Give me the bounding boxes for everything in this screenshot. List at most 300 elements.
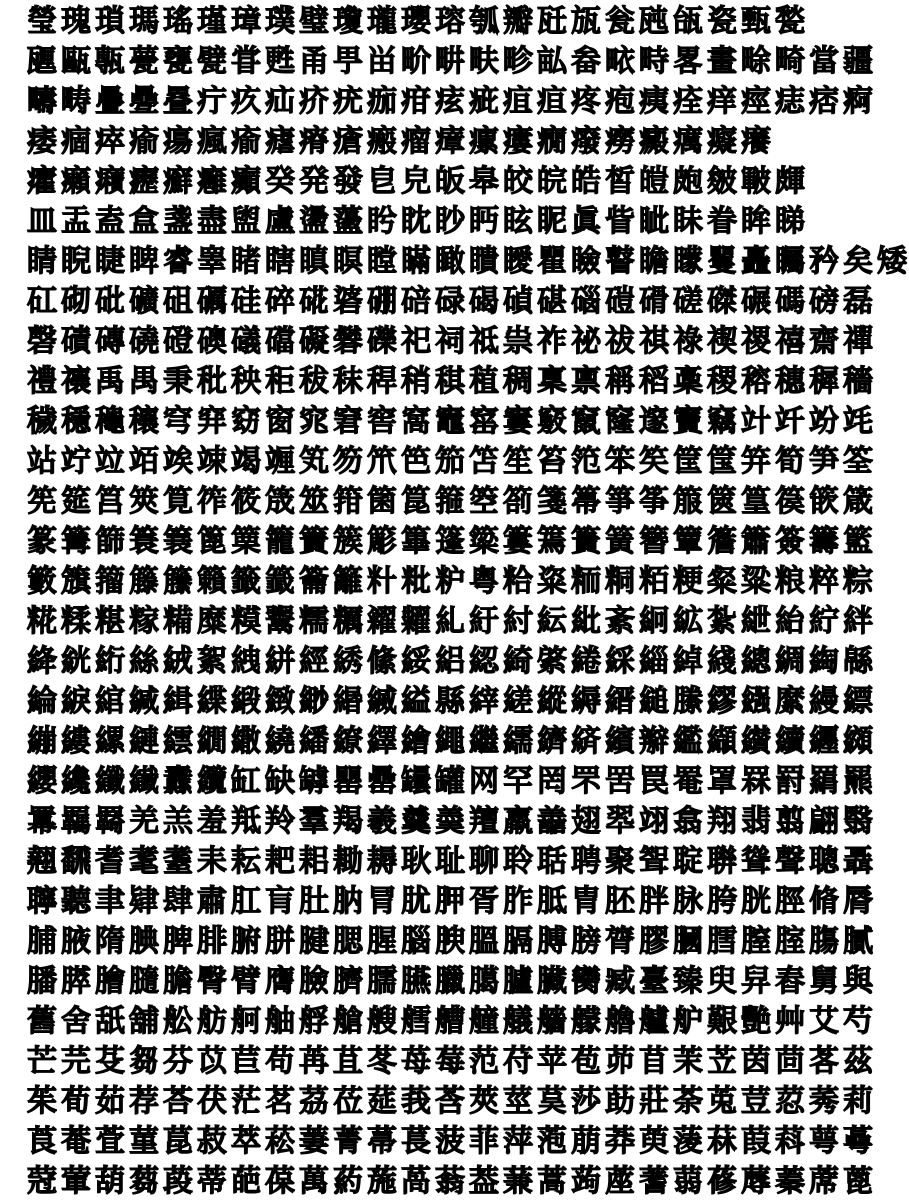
kanji-glyph: 舍: [61, 1003, 91, 1039]
kanji-glyph: 窈: [231, 403, 261, 439]
kanji-glyph: 經: [299, 643, 329, 679]
kanji-glyph: 羈: [61, 803, 91, 839]
kanji-glyph: 穩: [61, 403, 91, 439]
kanji-glyph: 碯: [571, 283, 601, 319]
kanji-glyph: 菷: [367, 1123, 397, 1159]
kanji-glyph: 畉: [469, 43, 499, 79]
kanji-glyph: 穹: [163, 403, 193, 439]
kanji-glyph: 肛: [231, 883, 261, 919]
kanji-glyph: 竇: [673, 403, 703, 439]
kanji-glyph: 蔆: [673, 1123, 703, 1159]
kanji-glyph: 疇: [27, 83, 57, 119]
glyph-row: [25, 563, 888, 600]
kanji-glyph: 芬: [163, 1043, 193, 1079]
kanji-glyph: 痂: [367, 83, 397, 119]
kanji-glyph: 耻: [435, 843, 465, 879]
kanji-glyph: 篝: [61, 523, 91, 559]
kanji-glyph: 苜: [639, 1043, 669, 1079]
kanji-glyph: 萸: [639, 1123, 669, 1159]
kanji-glyph: 瘉: [129, 123, 159, 159]
kanji-glyph: 筰: [197, 483, 227, 519]
kanji-glyph: 范: [469, 1043, 499, 1079]
kanji-glyph: 癰: [197, 163, 227, 199]
kanji-glyph: 箜: [469, 483, 499, 519]
kanji-glyph: 竏: [775, 403, 805, 439]
kanji-glyph: 瘧: [265, 123, 295, 159]
kanji-glyph: 縢: [673, 683, 703, 719]
kanji-glyph: 粡: [605, 563, 635, 599]
kanji-glyph: 苞: [571, 1043, 601, 1079]
kanji-glyph: 膵: [61, 963, 91, 999]
kanji-glyph: 葹: [367, 1163, 397, 1199]
kanji-glyph: 耨: [367, 843, 397, 879]
kanji-glyph: 疣: [333, 83, 363, 119]
kanji-glyph: 翆: [605, 803, 635, 839]
kanji-glyph: 舐: [95, 1003, 125, 1039]
kanji-glyph: 眇: [435, 203, 465, 239]
kanji-glyph: 盍: [95, 203, 125, 239]
kanji-glyph: 綮: [537, 643, 567, 679]
kanji-glyph: 畆: [537, 43, 567, 79]
kanji-glyph: 痒: [707, 83, 737, 119]
kanji-glyph: 瑪: [129, 3, 159, 39]
kanji-glyph: 糒: [163, 603, 193, 639]
glyph-row: [25, 683, 888, 720]
kanji-glyph: 翡: [741, 803, 771, 839]
kanji-glyph: 繆: [707, 683, 737, 719]
kanji-glyph: 莇: [605, 1083, 635, 1119]
kanji-glyph: 腮: [333, 923, 363, 959]
kanji-glyph: 瞼: [571, 243, 601, 279]
kanji-glyph: 綏: [401, 643, 431, 679]
kanji-glyph: 莟: [435, 1083, 465, 1119]
kanji-glyph: 繃: [27, 723, 57, 759]
kanji-glyph: 璞: [265, 3, 295, 39]
kanji-glyph: 茴: [775, 1043, 805, 1079]
kanji-glyph: 禧: [775, 323, 805, 359]
kanji-glyph: 臀: [197, 963, 227, 999]
kanji-glyph: 蒟: [571, 1163, 601, 1199]
kanji-glyph: 粤: [469, 563, 499, 599]
kanji-glyph: 痞: [809, 83, 839, 119]
kanji-glyph: 瘢: [367, 123, 397, 159]
glyph-row: [25, 443, 888, 480]
kanji-glyph: 聽: [61, 883, 91, 919]
kanji-glyph: 皴: [707, 163, 737, 199]
kanji-glyph: 脯: [27, 923, 57, 959]
kanji-glyph: 緲: [299, 683, 329, 719]
kanji-glyph: 簔: [163, 523, 193, 559]
kanji-glyph: 癨: [27, 163, 57, 199]
kanji-glyph: 皰: [673, 163, 703, 199]
kanji-glyph: 稘: [435, 363, 465, 399]
kanji-glyph: 粨: [639, 563, 669, 599]
kanji-glyph: 磔: [707, 283, 737, 319]
kanji-glyph: 縅: [367, 683, 397, 719]
kanji-glyph: 罔: [537, 763, 567, 799]
kanji-glyph: 羮: [435, 803, 465, 839]
kanji-glyph: 竓: [843, 403, 873, 439]
glyph-row: [25, 403, 888, 440]
kanji-glyph: 畴: [61, 83, 91, 119]
kanji-glyph: 箟: [401, 483, 431, 519]
kanji-glyph: 苺: [401, 1043, 431, 1079]
kanji-glyph: 羃: [27, 803, 57, 839]
kanji-glyph: 纈: [707, 723, 737, 759]
kanji-glyph: 矼: [27, 283, 57, 319]
kanji-glyph: 笘: [469, 443, 499, 479]
kanji-glyph: 羲: [367, 803, 397, 839]
kanji-glyph: 肚: [299, 883, 329, 919]
kanji-glyph: 磧: [61, 323, 91, 359]
kanji-glyph: 禀: [571, 363, 601, 399]
kanji-glyph: 瓵: [673, 3, 703, 39]
kanji-glyph: 磋: [673, 283, 703, 319]
kanji-glyph: 癡: [707, 123, 737, 159]
kanji-glyph: 當: [809, 43, 839, 79]
kanji-glyph: 羝: [231, 803, 261, 839]
kanji-glyph: 瑤: [163, 3, 193, 39]
kanji-glyph: 脣: [843, 883, 873, 919]
kanji-glyph: 甃: [775, 3, 805, 39]
kanji-glyph: 緻: [265, 683, 295, 719]
kanji-glyph: 癜: [639, 123, 669, 159]
kanji-glyph: 睨: [61, 243, 91, 279]
kanji-glyph: 眛: [673, 203, 703, 239]
kanji-glyph: 瞋: [299, 243, 329, 279]
kanji-glyph: 瑢: [435, 3, 465, 39]
kanji-glyph: 盞: [163, 203, 193, 239]
kanji-glyph: 疱: [605, 83, 635, 119]
kanji-glyph: 臾: [707, 963, 737, 999]
kanji-glyph: 疂: [163, 83, 193, 119]
kanji-glyph: 莠: [809, 1083, 839, 1119]
kanji-glyph: 臧: [605, 963, 635, 999]
kanji-glyph: 祗: [469, 323, 499, 359]
kanji-glyph: 竰: [265, 443, 295, 479]
kanji-glyph: 艾: [809, 1003, 839, 1039]
kanji-glyph: 痊: [673, 83, 703, 119]
glyph-row: [25, 1123, 888, 1160]
kanji-glyph: 絮: [197, 643, 227, 679]
kanji-glyph: 繖: [231, 723, 261, 759]
kanji-glyph: 碚: [401, 283, 431, 319]
glyph-row: [25, 763, 888, 800]
kanji-glyph: 耜: [299, 843, 329, 879]
kanji-glyph: 蒿: [537, 1163, 567, 1199]
kanji-glyph: 羌: [129, 803, 159, 839]
kanji-glyph: 繦: [741, 683, 771, 719]
kanji-glyph: 筺: [707, 443, 737, 479]
kanji-glyph: 痣: [775, 83, 805, 119]
kanji-glyph: 肆: [163, 883, 193, 919]
kanji-glyph: 窶: [503, 403, 533, 439]
kanji-glyph: 肓: [265, 883, 295, 919]
kanji-glyph: 瓠: [469, 3, 499, 39]
kanji-glyph: 箘: [367, 483, 397, 519]
kanji-glyph: 繼: [469, 723, 499, 759]
kanji-glyph: 脛: [775, 883, 805, 919]
kanji-glyph: 紆: [469, 603, 499, 639]
kanji-glyph: 瑣: [95, 3, 125, 39]
kanji-glyph: 篥: [231, 523, 261, 559]
kanji-glyph: 瘠: [299, 123, 329, 159]
kanji-glyph: 缺: [265, 763, 295, 799]
kanji-glyph: 稻: [639, 363, 669, 399]
kanji-glyph: 荅: [163, 1083, 193, 1119]
kanji-glyph: 筍: [775, 443, 805, 479]
kanji-glyph: 皙: [605, 163, 635, 199]
kanji-glyph: 繽: [605, 723, 635, 759]
kanji-glyph: 萍: [503, 1123, 533, 1159]
kanji-glyph: 艨: [571, 1003, 601, 1039]
kanji-glyph: 稟: [537, 363, 567, 399]
kanji-glyph: 瘻: [503, 123, 533, 159]
kanji-glyph: 筬: [265, 483, 295, 519]
kanji-glyph: 蒭: [129, 1163, 159, 1199]
kanji-glyph: 穉: [809, 363, 839, 399]
kanji-glyph: 礬: [333, 323, 363, 359]
kanji-glyph: 蓐: [741, 1163, 771, 1199]
kanji-glyph: 砠: [163, 283, 193, 319]
kanji-glyph: 碎: [265, 283, 295, 319]
kanji-glyph: 皸: [741, 163, 771, 199]
kanji-glyph: 紜: [537, 603, 567, 639]
glyph-row: [25, 203, 888, 240]
kanji-glyph: 磑: [605, 283, 635, 319]
kanji-glyph: 翔: [707, 803, 737, 839]
kanji-glyph: 罅: [299, 763, 329, 799]
kanji-glyph: 繿: [673, 723, 703, 759]
kanji-glyph: 繝: [197, 723, 227, 759]
kanji-glyph: 祠: [435, 323, 465, 359]
kanji-glyph: 緤: [197, 683, 227, 719]
kanji-glyph: 睾: [197, 243, 227, 279]
kanji-glyph: 礑: [265, 323, 295, 359]
kanji-glyph: 絅: [639, 603, 669, 639]
kanji-glyph: 膰: [27, 963, 57, 999]
kanji-glyph: 羚: [265, 803, 295, 839]
kanji-glyph: 竝: [95, 443, 125, 479]
kanji-glyph: 瘡: [333, 123, 363, 159]
kanji-glyph: 粃: [401, 563, 431, 599]
kanji-glyph: 秬: [265, 363, 295, 399]
kanji-glyph: 粹: [809, 563, 839, 599]
kanji-glyph: 稙: [469, 363, 499, 399]
kanji-glyph: 纓: [27, 763, 57, 799]
kanji-glyph: 葆: [265, 1163, 295, 1199]
kanji-glyph: 瓊: [333, 3, 363, 39]
kanji-glyph: 礇: [197, 323, 227, 359]
kanji-glyph: 甼: [333, 43, 363, 79]
kanji-glyph: 碵: [503, 283, 533, 319]
glyph-row: [25, 483, 888, 520]
kanji-glyph: 笨: [605, 443, 635, 479]
kanji-glyph: 癈: [571, 123, 601, 159]
kanji-glyph: 粐: [435, 563, 465, 599]
kanji-glyph: 疽: [503, 83, 533, 119]
kanji-glyph: 茗: [265, 1083, 295, 1119]
kanji-glyph: 胯: [707, 883, 737, 919]
kanji-glyph: 皿: [27, 203, 57, 239]
kanji-glyph: 甍: [129, 43, 159, 79]
kanji-glyph: 罨: [673, 763, 703, 799]
kanji-glyph: 睇: [775, 203, 805, 239]
kanji-glyph: 莽: [605, 1123, 635, 1159]
kanji-glyph: 矜: [809, 243, 839, 279]
kanji-glyph: 絳: [27, 643, 57, 679]
kanji-glyph: 菴: [61, 1123, 91, 1159]
kanji-glyph: 胼: [265, 923, 295, 959]
kanji-glyph: 祓: [605, 323, 635, 359]
kanji-glyph: 葷: [61, 1163, 91, 1199]
kanji-glyph: 瞠: [367, 243, 397, 279]
kanji-glyph: 甦: [265, 43, 295, 79]
kanji-glyph: 聿: [95, 883, 125, 919]
kanji-glyph: 砒: [95, 283, 125, 319]
glyph-row: [25, 603, 888, 640]
kanji-glyph: 瞻: [639, 243, 669, 279]
kanji-glyph: 筴: [129, 483, 159, 519]
kanji-glyph: 竊: [707, 403, 737, 439]
kanji-glyph: 臟: [537, 963, 567, 999]
kanji-glyph: 腱: [299, 923, 329, 959]
kanji-glyph: 稍: [401, 363, 431, 399]
kanji-glyph: 矣: [843, 243, 873, 279]
glyph-row: [25, 363, 888, 400]
kanji-glyph: 粫: [571, 563, 601, 599]
kanji-glyph: 箚: [503, 483, 533, 519]
kanji-glyph: 禝: [741, 323, 771, 359]
kanji-glyph: 脉: [673, 883, 703, 919]
kanji-glyph: 艚: [435, 1003, 465, 1039]
kanji-glyph: 竍: [741, 403, 771, 439]
kanji-glyph: 籏: [61, 563, 91, 599]
kanji-glyph: 篏: [809, 483, 839, 519]
kanji-glyph: 癧: [129, 163, 159, 199]
kanji-glyph: 稷: [707, 363, 737, 399]
kanji-glyph: 礙: [299, 323, 329, 359]
kanji-glyph: 瑩: [27, 3, 57, 39]
kanji-glyph: 莨: [27, 1123, 57, 1159]
kanji-glyph: 秡: [299, 363, 329, 399]
kanji-glyph: 縲: [95, 723, 125, 759]
kanji-glyph: 糅: [61, 603, 91, 639]
kanji-glyph: 耋: [163, 843, 193, 879]
kanji-glyph: 冐: [367, 883, 397, 919]
kanji-glyph: 箏: [605, 483, 635, 519]
kanji-glyph: 聟: [639, 843, 669, 879]
kanji-glyph: 菲: [469, 1123, 499, 1159]
kanji-glyph: 翳: [843, 803, 873, 839]
kanji-glyph: 茫: [231, 1083, 261, 1119]
kanji-glyph: 糂: [95, 603, 125, 639]
kanji-glyph: 纃: [537, 723, 567, 759]
kanji-glyph: 籌: [809, 523, 839, 559]
kanji-glyph: 畧: [673, 43, 703, 79]
kanji-glyph: 硴: [299, 283, 329, 319]
kanji-glyph: 痍: [639, 83, 669, 119]
kanji-glyph: 綣: [571, 643, 601, 679]
kanji-glyph: 瞹: [503, 243, 533, 279]
kanji-glyph: 聹: [27, 883, 57, 919]
kanji-glyph: 蒄: [27, 1163, 57, 1199]
kanji-glyph: 皀: [367, 163, 397, 199]
kanji-glyph: 瞽: [605, 243, 635, 279]
kanji-glyph: 莎: [571, 1083, 601, 1119]
kanji-glyph: 蓖: [843, 1163, 873, 1199]
kanji-glyph: 耡: [333, 843, 363, 879]
kanji-glyph: 苹: [537, 1043, 567, 1079]
kanji-glyph: 睛: [27, 243, 57, 279]
kanji-glyph: 縺: [129, 723, 159, 759]
kanji-glyph: 窩: [401, 403, 431, 439]
kanji-glyph: 臈: [469, 963, 499, 999]
kanji-glyph: 磬: [27, 323, 57, 359]
kanji-glyph: 碪: [537, 283, 567, 319]
kanji-glyph: 辮: [639, 723, 669, 759]
kanji-glyph: 萋: [299, 1123, 329, 1159]
kanji-glyph: 硅: [231, 283, 261, 319]
kanji-glyph: 痾: [843, 83, 873, 119]
kanji-glyph: 纉: [741, 723, 771, 759]
kanji-glyph: 糲: [333, 603, 363, 639]
kanji-glyph: 與: [843, 963, 873, 999]
kanji-glyph: 筧: [163, 483, 193, 519]
kanji-glyph: 疥: [299, 83, 329, 119]
kanji-glyph: 畭: [741, 43, 771, 79]
kanji-glyph: 葮: [163, 1163, 193, 1199]
kanji-glyph: 罍: [367, 763, 397, 799]
kanji-glyph: 葭: [741, 1123, 771, 1159]
kanji-glyph: 絛: [367, 643, 397, 679]
kanji-glyph: 絲: [129, 643, 159, 679]
kanji-glyph: 糺: [435, 603, 465, 639]
kanji-glyph: 禹: [95, 363, 125, 399]
kanji-glyph: 隋: [95, 923, 125, 959]
kanji-glyph: 胙: [503, 883, 533, 919]
kanji-glyph: 苒: [299, 1043, 329, 1079]
kanji-glyph: 緞: [231, 683, 261, 719]
kanji-glyph: 祚: [537, 323, 567, 359]
kanji-glyph: 耙: [265, 843, 295, 879]
kanji-glyph: 礪: [197, 283, 227, 319]
kanji-glyph: 纜: [197, 763, 227, 799]
kanji-glyph: 竢: [163, 443, 193, 479]
kanji-glyph: 艝: [401, 1003, 431, 1039]
kanji-glyph: 盪: [299, 203, 329, 239]
kanji-glyph: 籖: [265, 563, 295, 599]
kanji-glyph: 篁: [741, 483, 771, 519]
kanji-glyph: 瓬: [571, 3, 601, 39]
kanji-glyph: 繩: [435, 723, 465, 759]
kanji-glyph: 瘴: [435, 123, 465, 159]
kanji-glyph: 龝: [95, 403, 125, 439]
kanji-glyph: 糜: [197, 603, 227, 639]
kanji-glyph: 縡: [469, 683, 499, 719]
kanji-glyph: 疵: [469, 83, 499, 119]
kanji-glyph: 篶: [537, 523, 567, 559]
kanji-glyph: 聰: [809, 843, 839, 879]
kanji-glyph: 罩: [707, 763, 737, 799]
kanji-glyph: 祺: [639, 323, 669, 359]
kanji-glyph: 秣: [333, 363, 363, 399]
kanji-glyph: 笶: [639, 443, 669, 479]
kanji-glyph: 稾: [673, 363, 703, 399]
kanji-glyph: 筅: [27, 483, 57, 519]
kanji-glyph: 罠: [639, 763, 669, 799]
kanji-glyph: 祟: [503, 323, 533, 359]
